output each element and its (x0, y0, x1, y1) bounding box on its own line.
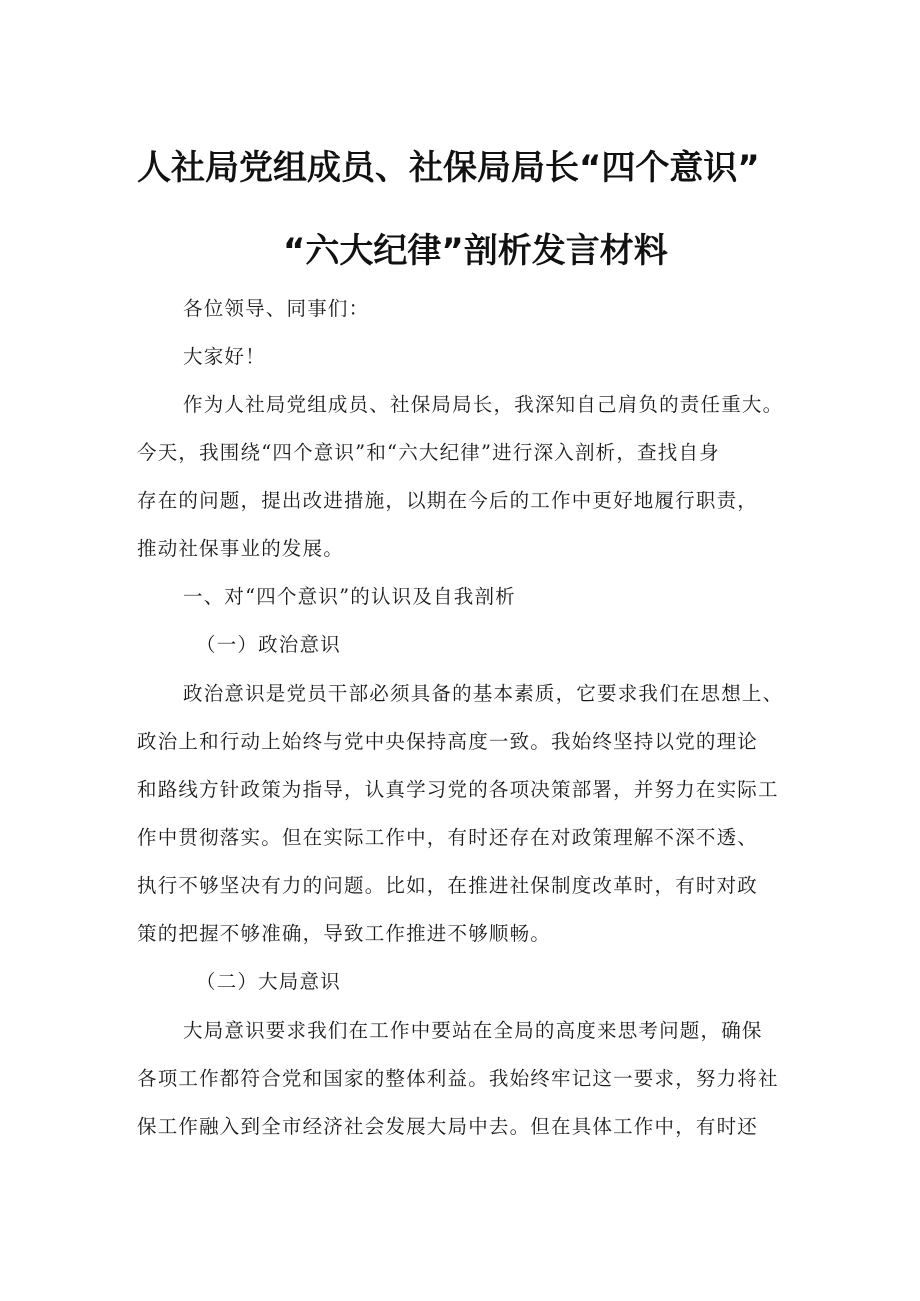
greeting: 大家好！ (183, 345, 266, 368)
document-title-line-2: “六大纪律”剖析发言材料 (283, 231, 668, 271)
subsection-heading: （一）政治意识 (196, 633, 341, 656)
subsection-heading: （二）大局意识 (196, 970, 341, 993)
paragraph-line: 推动社保事业的发展。 (137, 537, 345, 560)
salutation: 各位领导、同事们： (183, 297, 370, 320)
paragraph-line: 策的把握不够准确，导致工作推进不够顺畅。 (137, 922, 552, 945)
paragraph-line: 保工作融入到全市经济社会发展大局中去。但在具体工作中，有时还 (137, 1115, 759, 1138)
paragraph-line: 政治上和行动上始终与党中央保持高度一致。我始终坚持以党的理论 (137, 730, 759, 753)
paragraph-line: 存在的问题，提出改进措施，以期在今后的工作中更好地履行职责， (137, 489, 759, 512)
paragraph-line: 作中贯彻落实。但在实际工作中，有时还存在对政策理解不深不透、 (137, 826, 759, 849)
paragraph-line: 今天，我围绕“四个意识”和“六大纪律”进行深入剖析，查找自身 (137, 441, 720, 464)
paragraph-line: 大局意识要求我们在工作中要站在全局的高度来思考问题，确保 (183, 1019, 763, 1042)
paragraph-line: 各项工作都符合党和国家的整体利益。我始终牢记这一要求，努力将社 (137, 1067, 779, 1090)
document-title-line-1: 人社局党组成员、社保局局长“四个意识” (137, 148, 760, 188)
paragraph-line: 作为人社局党组成员、社保局局长，我深知自己肩负的责任重大。 (183, 393, 784, 416)
paragraph-line: 政治意识是党员干部必须具备的基本素质，它要求我们在思想上、 (183, 682, 784, 705)
paragraph-line: 和路线方针政策为指导，认真学习党的各项决策部署，并努力在实际工 (137, 778, 779, 801)
paragraph-line: 执行不够坚决有力的问题。比如，在推进社保制度改革时，有时对政 (137, 874, 759, 897)
section-heading: 一、对“四个意识”的认识及自我剖析 (183, 585, 516, 608)
